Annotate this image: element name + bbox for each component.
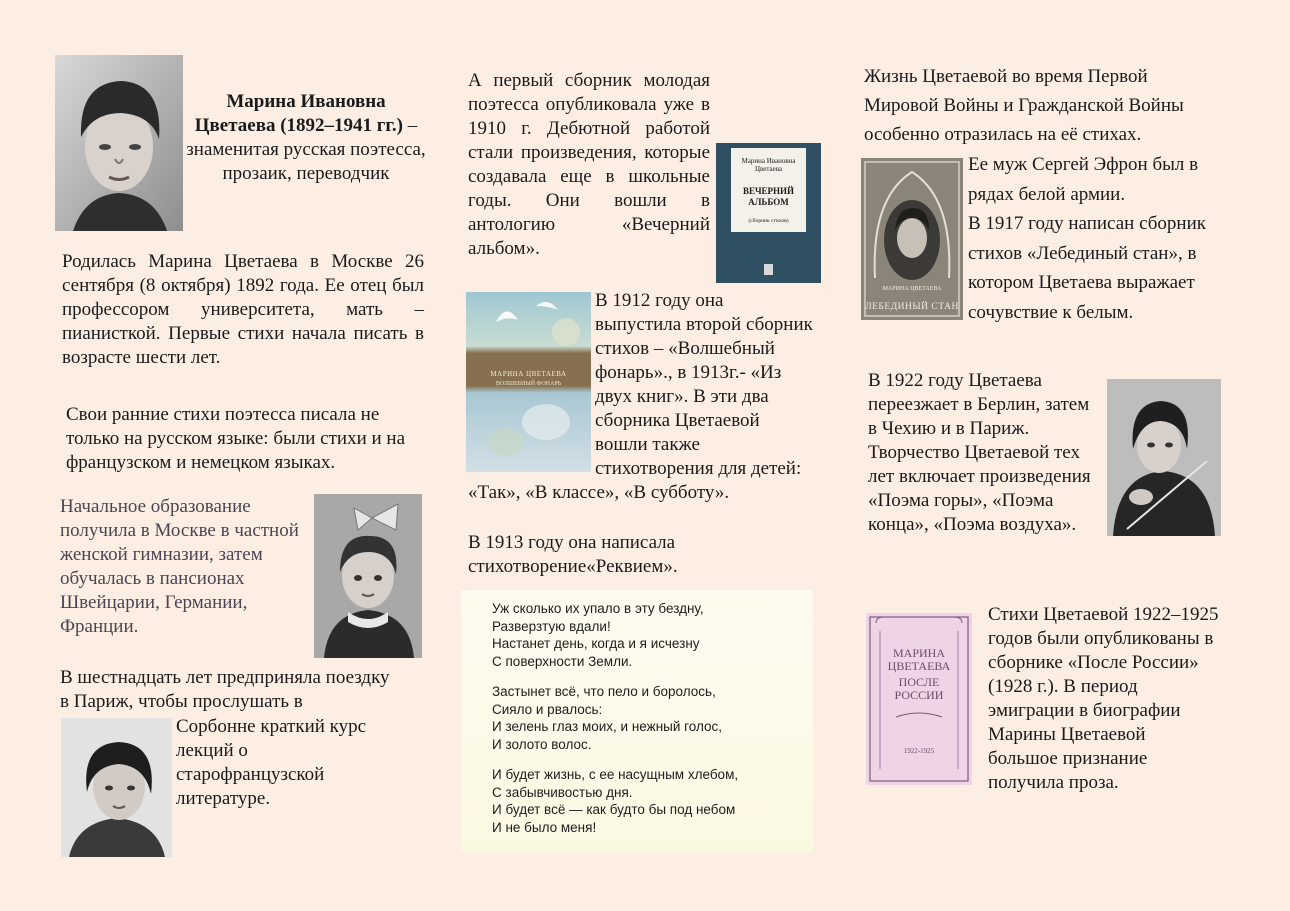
poem-line: И зелень глаз моих, и нежный голос, [492,719,723,734]
poem-line: И не было меня! [492,819,597,835]
paris-paragraph-start: В шестнадцать лет предприняла поездку в Париж, чтобы прослушать в [60,667,390,712]
education-paragraph: Начальное образование получила в Москве в частной женской гимназии, затем обучалась в пансионах Швейцарии, Германии, Франции. [60,496,299,637]
swan-camp-title: ЛЕБЕДИНЫЙ СТАН [865,302,959,312]
poet-name-heading: Марина Ивановна Цветаева (1892–1941 гг.) [194,91,403,136]
war-paragraph: Жизнь Цветаевой во время Первой Мировой Войны и Гражданской Войны особенно отразилась на её стихах. [864,66,1184,145]
violin-photo [1107,379,1221,536]
magic-lantern-title: ВОЛШЕБНЫЙ ФОНАРЬ [495,381,562,387]
evening-album-title: ВЕЧЕРНИЙ АЛЬБОМ [742,186,795,207]
child-photo [314,494,422,658]
magic-lantern-author: МАРИНА ЦВЕТАЕВА [490,370,567,378]
publisher-logo-icon [764,264,773,275]
after-russia-title: ПОСЛЕ РОССИИ [894,675,944,702]
requiem-paragraph: В 1913 году она написала стихотворение«Реквием». [468,532,678,577]
intro-description: – знаменитая русская поэтесса, прозаик, переводчик [186,115,426,184]
poem-line: С забывчивостью дня. [492,784,633,800]
husband-paragraph: Ее муж Сергей Эфрон был в рядах белой армии. В 1917 году написан сборник стихов «Лебединый стан», в котором Цветаева выражает сочувствие к белым. [968,154,1206,323]
young-portrait-photo [61,718,172,857]
poem-line: С поверхности Земли. [492,653,633,669]
poem-stanza-1 [492,600,803,670]
poem-line: И будет жизнь, с ее насущным хлебом, [492,767,739,782]
after-russia-years: 1922-1925 [903,747,935,755]
after-russia-author: МАРИНА ЦВЕТАЕВА [887,646,951,673]
poem-line: И будет всё — как будто бы под небом [492,802,736,817]
first-book-paragraph: А первый сборник молодая поэтесса опубликовала уже в 1910 г. Дебютной работой стали произведения, которые создавала еще в школьные годы. Они вошли в антологию «Вечерний альбом». [468,70,710,259]
birth-paragraph: Родилась Марина Цветаева в Москве 26 сентября (8 октября) 1892 года. Ее отец был профессором университета, мать – пианисткой. Первые стихи начала писать в возрасте шести лет. [62,251,424,368]
intro-paragraph [186,90,426,186]
evening-album-subtitle: (сборник стихов) [748,218,789,224]
poem-line: Застынет всё, что пело и боролось, [492,684,716,699]
poem-line: Настанет день, когда и я исчезну [492,636,700,651]
second-book-paragraph: В 1912 году она выпустила второй сборник стихов – «Волшебный фонарь»., в 1913г.- «Из двух книг». В эти два сборника Цветаевой вошли также стихотворения для детей: «Так», «В классе», «В субботу». [468,290,813,503]
evening-album-author: Марина Ивановна Цветаева [741,157,796,173]
paris-paragraph-end: Сорбонне краткий курс лекций о старофранцузской литературе. [176,716,367,809]
requiem-poem [461,590,813,853]
portrait-photo [55,55,183,231]
berlin-paragraph: В 1922 году Цветаева переезжает в Берлин, затем в Чехию и в Париж. Творчество Цветаевой тех лет включает произведения «Поэма горы», «Поэма конца», «Поэма воздуха». [868,370,1091,535]
after-russia-paragraph: Стихи Цветаевой 1922–1925 годов были опубликованы в сборнике «После России» (1928 г.). В период эмиграции в биографии Марины Цветаевой большое признание получила проза. [988,604,1219,793]
poem-line: Разверзтую вдали! [492,618,611,634]
after-russia-cover [866,613,972,785]
swan-camp-author: МАРИНА ЦВЕТАЕВА [882,286,942,292]
poem-line: Уж сколько их упало в эту бездну, [492,601,704,616]
early-poems-paragraph: Свои ранние стихи поэтесса писала не только на русском языке: были стихи и на французском и немецком языках. [66,404,406,473]
poem-stanza-3 [492,766,803,836]
poem-stanza-2 [492,683,803,753]
poem-line: Сияло и рвалось: [492,701,603,717]
poem-line: И золото волос. [492,736,592,752]
